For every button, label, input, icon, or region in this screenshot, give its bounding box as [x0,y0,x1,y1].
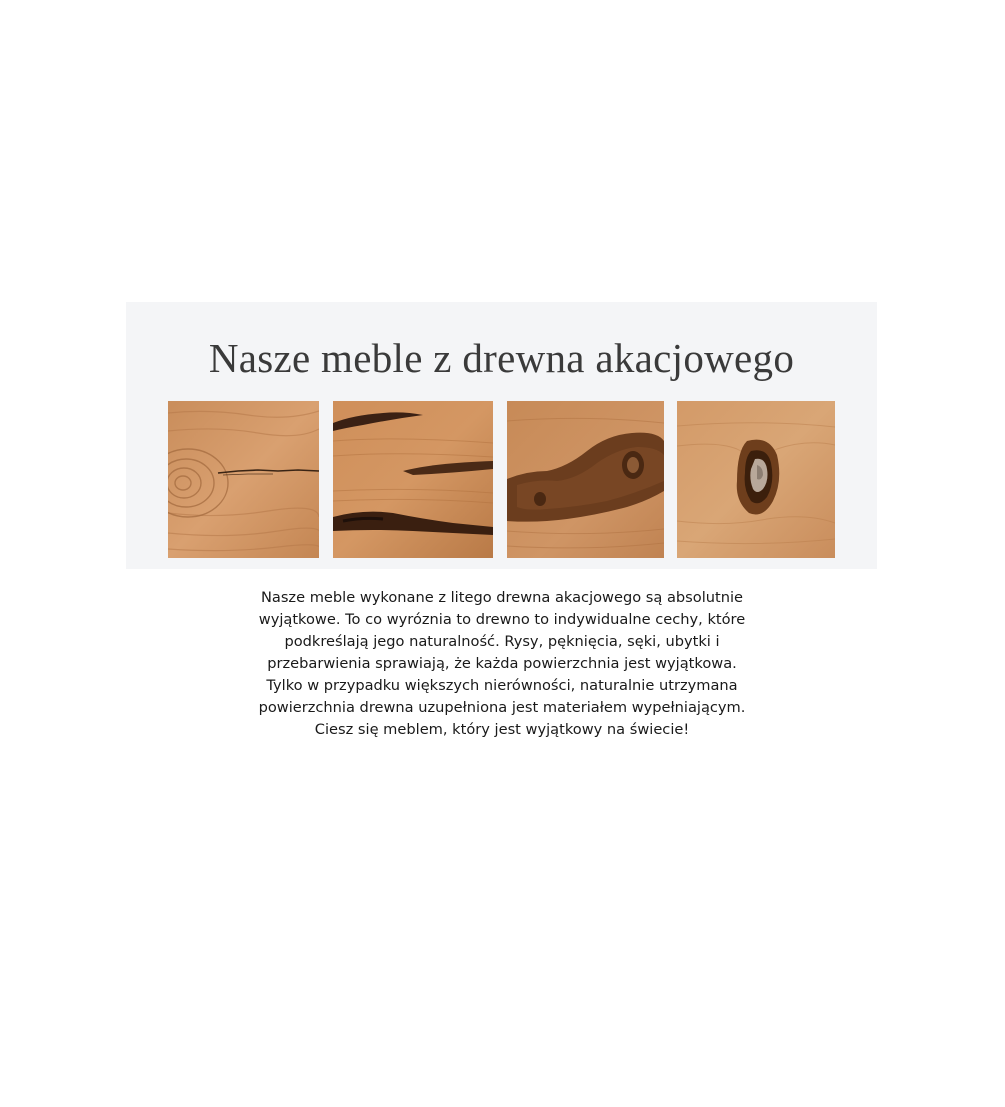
description-line: wyjątkowe. To co wyróznia to drewno to indywidualne cechy, które [258,611,746,628]
description-line: Ciesz się meblem, który jest wyjątkowy na świecie! [314,721,690,738]
description-line: podkreślają jego naturalność. Rysy, pęknięcia, sęki, ubytki i [284,633,720,650]
banner-title: Nasze meble z drewna akacjowego [208,335,795,381]
wood-sample-image-dark-streaks [333,401,493,558]
description-line: powierzchnia drewna uzupełniona jest materiałem wypełniającym. [258,699,746,716]
wood-sample-image-dark-patch [507,401,664,558]
description-line: przebarwienia sprawiają, że każda powierzchnia jest wyjątkowa. [267,655,737,672]
description-line: Tylko w przypadku większych nierówności, naturalnie utrzymana [266,677,738,694]
wood-banner [126,302,877,569]
description-line: Nasze meble wykonane z litego drewna akacjowego są absolutnie [260,589,744,606]
wood-sample-image-knot-crack [168,401,319,558]
wood-sample-image-knot-hole [677,401,835,558]
description-paragraph [232,587,772,741]
